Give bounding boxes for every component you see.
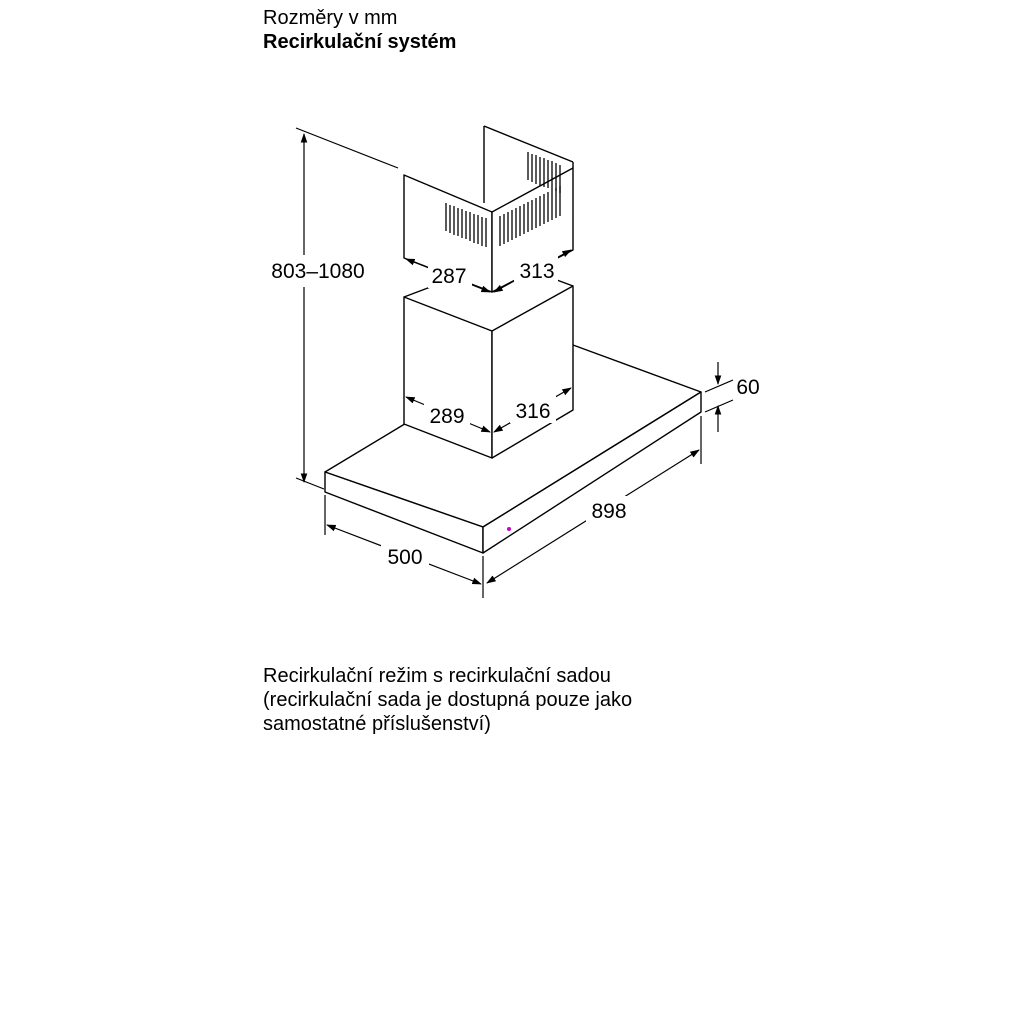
dim-upper-width-label: 313 xyxy=(519,260,555,283)
caption xyxy=(263,664,823,736)
caption-line-2: (recirkulační sada je dostupná pouze jako xyxy=(263,689,633,711)
dim-hood-width-label: 898 xyxy=(591,500,627,523)
dim-upper-depth-label: 287 xyxy=(431,265,467,288)
caption-line-3: samostatné příslušenství) xyxy=(263,713,491,735)
dim-hood-depth-label: 500 xyxy=(387,546,423,569)
dim-total-height xyxy=(296,128,398,489)
dim-lower-width-label: 316 xyxy=(515,400,551,423)
dim-canopy-thickness xyxy=(705,362,733,432)
caption-line-1: Recirkulační režim s recirkulační sadou xyxy=(263,665,611,687)
dim-canopy-thickness-label: 60 xyxy=(736,376,760,399)
page-title: Recirkulační systém xyxy=(263,31,457,53)
dim-lower-depth-label: 289 xyxy=(429,405,465,428)
indicator-light xyxy=(507,527,511,531)
units-label: Rozměry v mm xyxy=(263,7,398,29)
dim-total-height-label: 803–1080 xyxy=(271,260,365,283)
